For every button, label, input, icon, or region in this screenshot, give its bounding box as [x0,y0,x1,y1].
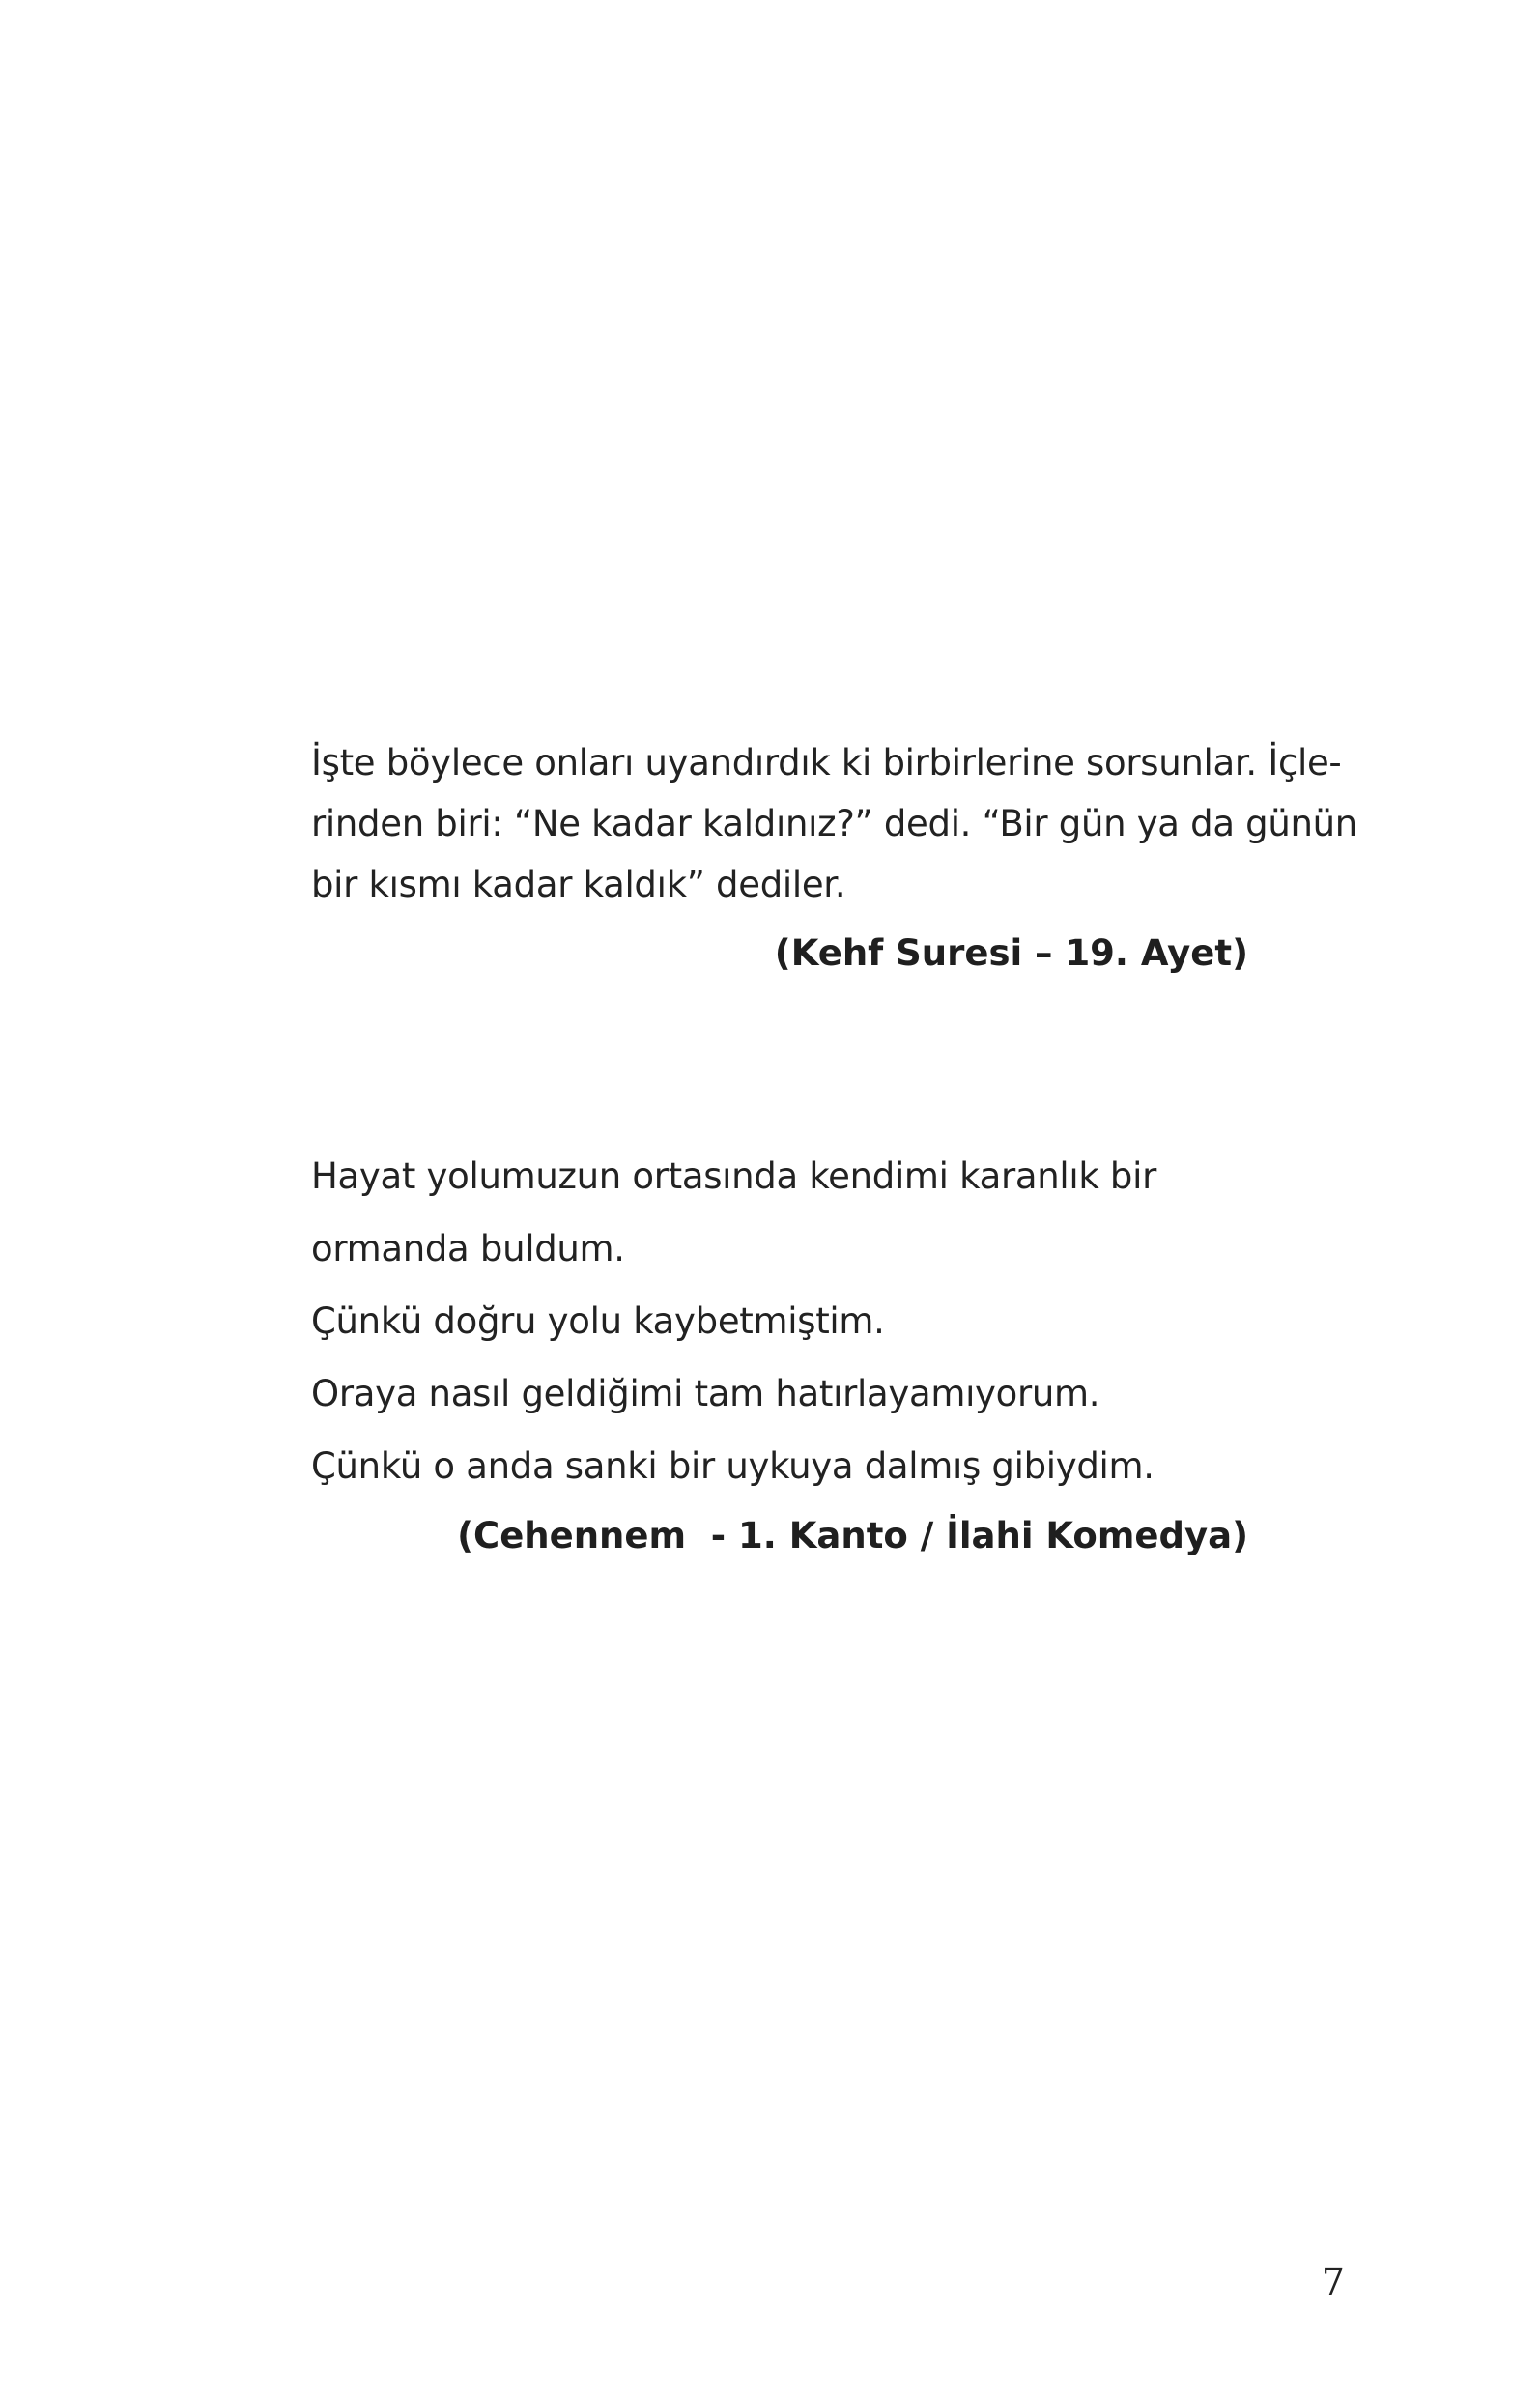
epigraph-kehf [311,732,1357,983]
page-number: 7 [1321,2261,1345,2303]
quote-source: (Kehf Suresi – 19. Ayet) [774,932,1248,974]
quote-line: rinden biri: “Ne kadar kaldınız?” dedi. “Bir gün ya da günün [311,803,1357,844]
quote-line: Çünkü o anda sanki bir uykuya dalmış gibiydim. [311,1445,1155,1487]
quote-line: ormanda buldum. [311,1228,625,1269]
quote-line: Hayat yolumuzun ortasında kendimi karanlık bir [311,1155,1157,1197]
quote-line: Oraya nasıl geldiğimi tam hatırlayamıyorum. [311,1373,1100,1414]
quote-line: bir kısmı kadar kaldık” dediler. [311,864,846,905]
quote-line: Çünkü doğru yolu kaybetmiştim. [311,1300,885,1342]
epigraph-divine-comedy [311,1140,1248,1570]
quote-source: (Cehennem - 1. Kanto / İlahi Komedya) [457,1515,1248,1556]
quote-line: İşte böylece onları uyandırdık ki birbirlerine sorsunlar. İçle- [311,742,1342,784]
